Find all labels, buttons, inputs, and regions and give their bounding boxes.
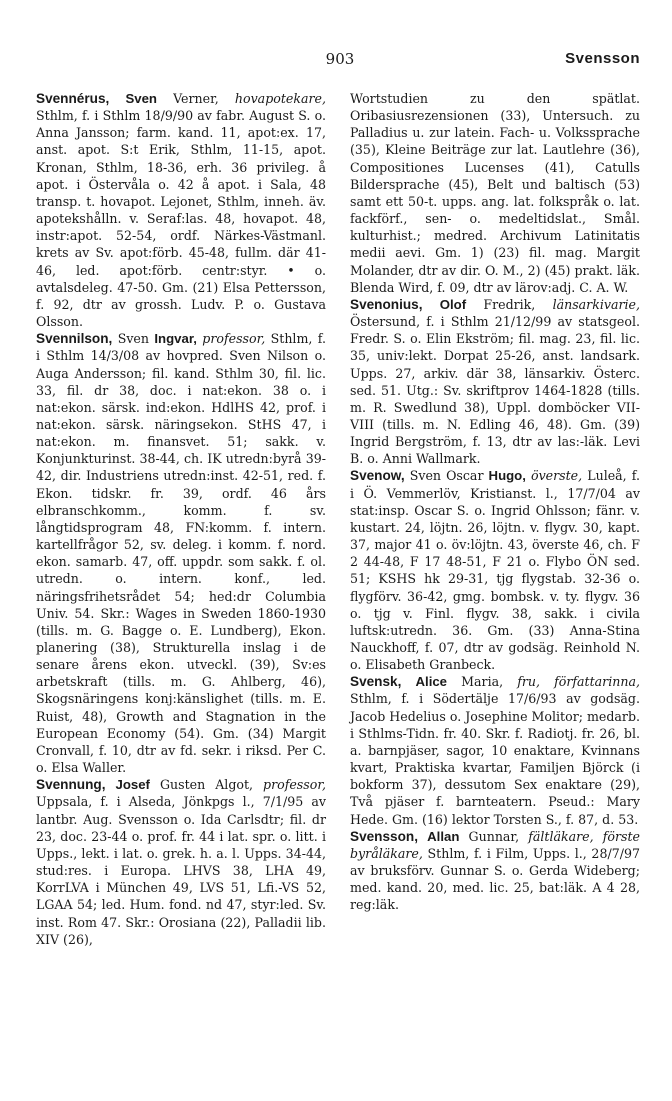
entry-surname: Svennérus, <box>36 91 110 106</box>
entry-surname: Svennung, <box>36 777 106 793</box>
entry-surname: Svensk, <box>350 674 402 690</box>
entry-body: Sthlm, f. i Sthlm 14/3/08 av hovpred. Sven Nilson o. Auga Andersson; fil. kand. Sthlm 30, fil. lic. 33, fil. dr 38, doc. i nat:ekon. 38 o. i nat:ekon. särsk. ind:ekon. HdlHS 42, prof. i nat:ekon. särsk. näringsekon. StHS 47, i nat:ekon. m. finansvet. 51; sakk. v. Konjunkturinst. 38-44, ch. IK utredn:byrå 39-42, dir. Industriens utredn:inst. 42-51, red. f. Ekon. tidskr. fr. 39, ordf. 46 års elbranschkomm., komm. f. sv. långtidsprogram 48, FN:komm. f. intern. kartellfrågor 52, sv. deleg. i komm. f. nord. ekon. samarb. 47, off. uppdr. som sakk. f. ol. utredn. o. intern. konf., led. näringsfrihetsrådet 54; hed:dr Columbia Univ. 54. Skr.: Wages in Sweden 1860-1930 (tills. m. G. Bagge o. E. Lundberg), Ekon. planering (38), Strukturella inslag i de senare årens ekon. utveckl. (39), Sv:es arbetskraft (tills. m. G. Ahlberg, 46), Skogsnäringens konj:känslighet (tills. m. E. Ruist, 48), Growth and Stagnation in the European Economy (54). Gm. (34) Margit Cronvall, f. 10, dtr av fd. sekr. i riksd. Per C. o. Elsa Waller. <box>36 331 326 776</box>
entry-given-bold: Allan <box>427 828 460 844</box>
entry-body: Sthlm, f. i Film, Upps. l., 28/7/97 av bruksförv. Gunnar S. o. Gerda Wideberg; med. kand. 20, med. lic. 25, bat:läk. A 4 28, reg:läk. <box>350 845 640 913</box>
entry <box>350 467 640 673</box>
entry <box>36 776 326 948</box>
entry-title: professor, <box>263 777 326 793</box>
entry-surname: Svenow, <box>350 468 405 484</box>
entry <box>350 296 640 468</box>
page-header <box>40 50 640 74</box>
entry <box>350 828 640 914</box>
entry-body: Sthlm, f. i Södertälje 17/6/93 av godsäg. Jacob Hedelius o. Josephine Molitor; medarb. i Sthlms-Tidn. fr. 40. Skr. f. Radiotj. fr. 26, bl. a. barnpjäser, sagor, 10 enaktare, Kvinnans kvart, Praktiska kvartar, Familjen Björck (i bokform 37), dessutom Sex enaktare (29), Två pjäser f. barnteatern. Pseud.: Mary Hede. Gm. (16) lektor Torsten S., f. 87, d. 53. <box>350 691 641 827</box>
entry-given-rest: Sven <box>117 331 149 347</box>
entry-title: överste, <box>530 468 583 484</box>
entry <box>36 90 326 330</box>
entry-given-bold: Olof <box>439 296 467 312</box>
entry-title: länsarkivarie, <box>552 296 640 312</box>
entry-given-bold: Hugo, <box>488 468 526 484</box>
entry-body: Uppsala, f. i Alseda, Jönkpgs l., 7/1/95 av lantbr. Aug. Svensson o. Ida Carlsdtr; fil. dr 23, doc. 23-44 o. prof. fr. 44 i lat. spr. o. litt. i Upps., lekt. i lat. o. grek. h. a. l. Upps. 34-44, stud:res. i Europa. LHVS 38, LHA 49, KorrLVA i München 49, LVS 51, Lfi.-VS 52, LGAA 54; led. Hum. fond. nd 47, styr:led. Sv. inst. Rom 47. Skr.: Orosiana (22), Palladii lib. XIV (26), <box>36 794 326 947</box>
entry-given-rest: Fredrik, <box>483 296 536 312</box>
entry <box>350 673 640 827</box>
entry-body: Östersund, f. i Sthlm 21/12/99 av statsgeol. Fredr. S. o. Elin Ekström; fil. mag. 23, fil. lic. 35, univ:lekt. Dorpat 25-26, anst. landsark. Upps. 27, arkiv. där 38, länsarkiv. Österс. sed. 51. Utg.: Sv. skriftprov 1464-1828 (tills. m. R. Swedlund 38), Uppl. domböcker VII-VIII (tills. m. N. Edling 46, 48). Gm. (39) Ingrid Bergström, f. 13, dtr av las:-läk. Levi B. o. Anni Wallmark. <box>350 314 640 467</box>
entry <box>36 330 326 776</box>
entry-given-rest: Gunnar, <box>468 828 520 844</box>
entry-given-bold: Josef <box>115 777 150 793</box>
entry-body: Sthlm, f. i Sthlm 18/9/90 av fabr. August S. o. Anna Jansson; farm. kand. 11, apot:ex. 17, anst. apot. S:t Erik, Sthlm, 11-15, apot. Kronan, Sthlm, 18-36, erh. 36 privileg. å apot. i Östervåla o. 42 å apot. i Sala, 48 transp. t. hovapot. Lejonet, Sthlm, inneh. äv. apotekshålln. v. Seraf:las. 48, hovapot. 48, instr:apot. 52-54, ordf. Närkes-Västmanl. krets av Sv. apot:förb. 45-48, fullm. där 41-46, led. apot:förb. centr:styr. • o. avtalsdeleg. 47-50. Gm. (21) Elsa Pettersson, f. 92, dtr av grossh. Ludv. P. o. Gustava Olsson. <box>36 108 326 330</box>
entry-title: professor, <box>202 331 266 347</box>
entry-surname: Svennilson, <box>36 331 113 347</box>
page-number: 903 <box>325 50 355 68</box>
entry-given-bold: Sven <box>125 91 157 106</box>
entry-given-rest: Sven Oscar <box>409 468 484 484</box>
running-head: Svensson <box>565 50 640 67</box>
entry-surname: Svensson, <box>350 828 418 844</box>
entry-surname: Svenonius, <box>350 296 423 312</box>
right-column <box>350 90 640 914</box>
entry-body: Wortstudien zu den spätlat. Oribasiusrezensionen (33), Untersuch. zu Palladius u. zur latein. Fach- u. Volkssprache (35), Kleine Beiträge zur lat. Lautlehre (36), Compositiones Lucenses (41), Catulls Bildersprache (45), Belt und baltisch (53) samt ett 50-t. upps. ang. lat. folkspråk o. lat. fackförf., sen- o. medeltidslat., Smål. kulturhist.; medred. Archivum Latinitatis medii aevi. Gm. 1) (23) fil. mag. Margit Molander, dtr av dir. O. M., 2) (45) prakt. läk. Blenda Wird, f. 09, dtr av lärov:adj. C. A. W. <box>350 91 640 295</box>
entry-body: Luleå, f. i Ö. Vemmerlöv, Kristianst. l., 17/7/04 av stat:insp. Oscar S. o. Ingrid Ohlsson; fänr. v. kustart. 24, löjtn. 26, löjtn. v. flygv. 30, kapt. 37, major 41 o. öv:löjtn. 43, överste 46, ch. F 2 44-48, F 17 48-51, F 21 o. Flybo ÖN sed. 51; KSHS hk 29-31, tjg flygstab. 32-36 o. flygförv. 36-42, gmg. bombsk. v. ty. flygv. 36 o. tjg v. Finl. flygv. 38, sakk. i civila luftsk:utredn. 36. Gm. (33) Anna-Stina Nauckhoff, f. 07, dtr av godsäg. Reinhold N. o. Elisabeth Granbeck. <box>350 468 640 673</box>
entry-title: hovapotekare, <box>234 91 326 106</box>
entry-given-bold: Ingvar, <box>154 331 197 347</box>
left-column <box>36 90 326 948</box>
entry-given-rest: Maria, <box>461 674 504 690</box>
entry-title: fru, författarinna, <box>517 674 640 690</box>
entry-given-rest: Gusten Algot, <box>159 777 254 793</box>
entry-continuation <box>350 90 640 296</box>
entry-given-bold: Alice <box>415 674 448 690</box>
entry-title: fältläkare, förste byråläkare, <box>350 828 640 861</box>
entry-given-rest: Verner, <box>173 91 219 106</box>
